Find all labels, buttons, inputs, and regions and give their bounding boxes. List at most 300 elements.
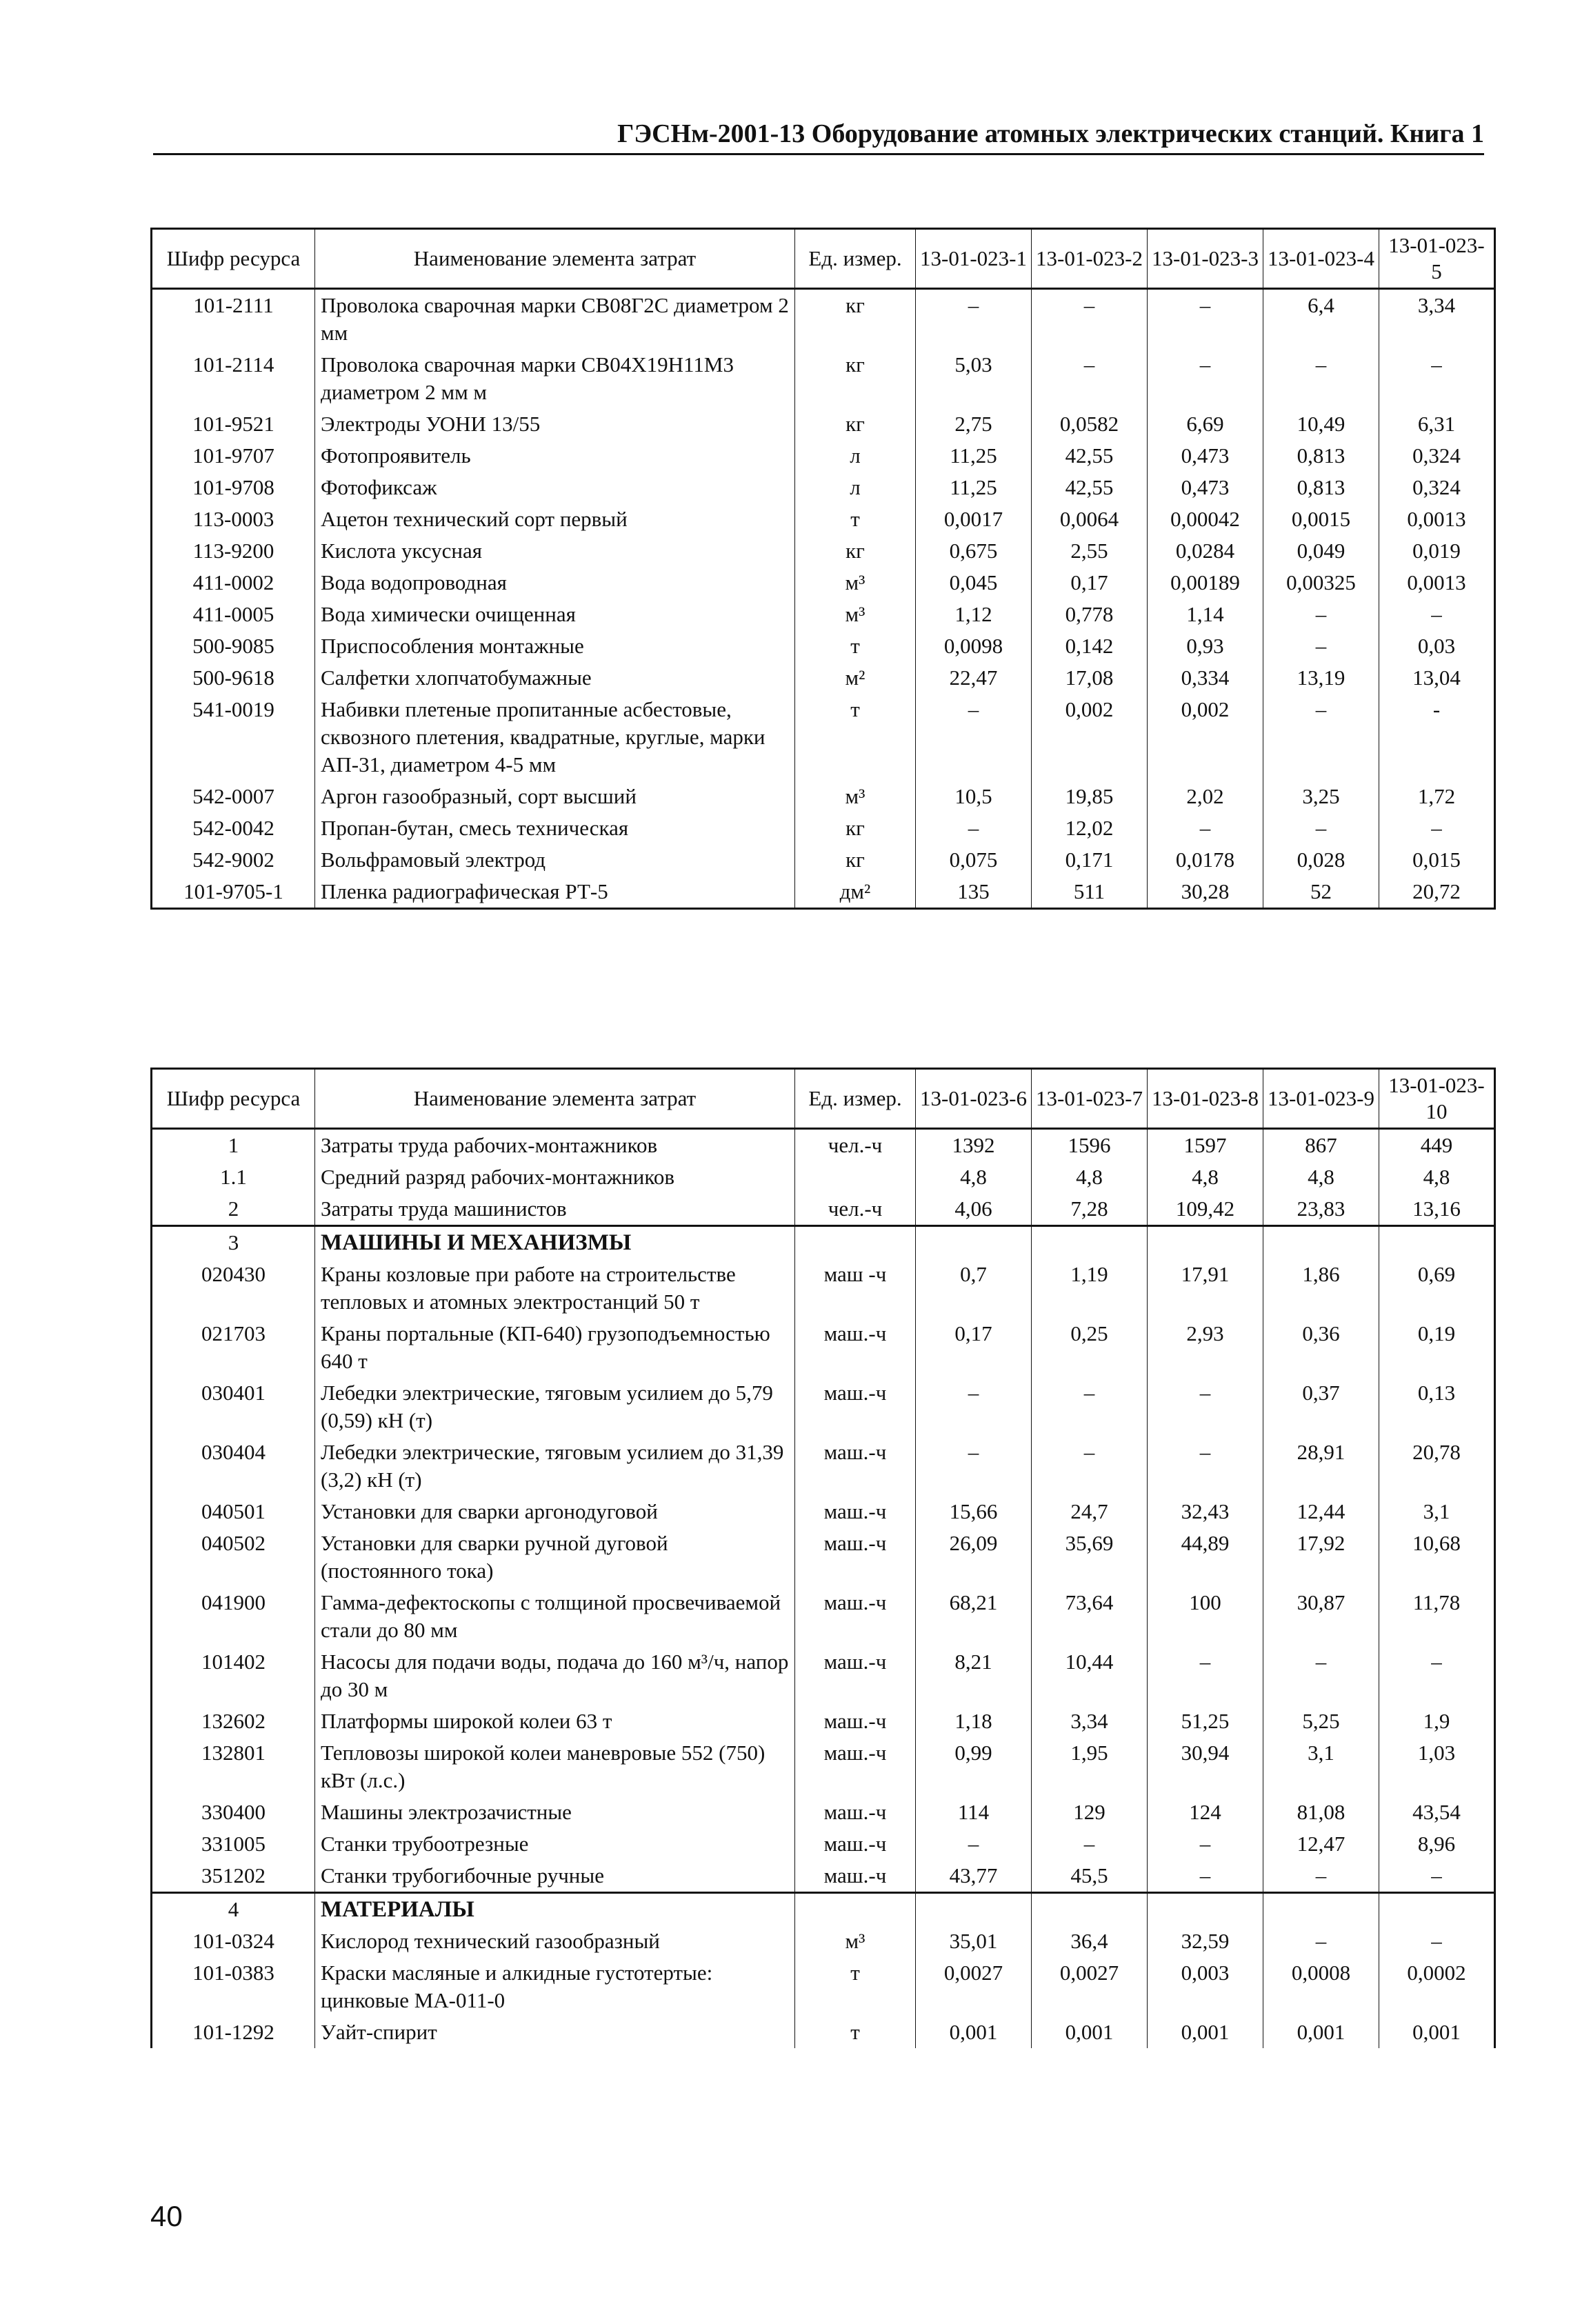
value-cell: 3,1 — [1379, 1496, 1495, 1527]
value-cell: – — [1032, 289, 1148, 350]
resource-code: 020430 — [152, 1259, 315, 1318]
table-row — [152, 1828, 1495, 1860]
resource-code: 541-0019 — [152, 694, 315, 781]
resource-code: 132801 — [152, 1737, 315, 1796]
resource-code: 030404 — [152, 1436, 315, 1496]
value-cell: 2,02 — [1148, 781, 1263, 812]
value-cell: 45,5 — [1032, 1860, 1148, 1893]
unit: маш -ч — [795, 1259, 916, 1318]
value-cell: 124 — [1148, 1796, 1263, 1828]
value-cell: 44,89 — [1148, 1527, 1263, 1587]
table-row — [152, 1527, 1495, 1587]
resource-code: 040502 — [152, 1527, 315, 1587]
element-name: Платформы широкой колеи 63 т — [315, 1705, 795, 1737]
table-row — [152, 1129, 1495, 1162]
resource-code: 113-9200 — [152, 535, 315, 567]
unit: т — [795, 503, 916, 535]
value-cell: 73,64 — [1032, 1587, 1148, 1646]
element-name: Затраты труда машинистов — [315, 1193, 795, 1226]
table-row — [152, 1377, 1495, 1436]
element-name: Фотопроявитель — [315, 440, 795, 472]
unit: м³ — [795, 781, 916, 812]
unit: кг — [795, 812, 916, 844]
resource-code: 113-0003 — [152, 503, 315, 535]
resource-code: 2 — [152, 1193, 315, 1226]
value-cell: 0,001 — [916, 2016, 1032, 2048]
table-row — [152, 630, 1495, 662]
value-cell: 0,0002 — [1379, 1957, 1495, 2016]
element-name: Ацетон технический сорт первый — [315, 503, 795, 535]
value-cell: 0,0013 — [1379, 503, 1495, 535]
table-row — [152, 844, 1495, 876]
unit: маш.-ч — [795, 1377, 916, 1436]
unit: маш.-ч — [795, 1646, 916, 1705]
element-name: МАШИНЫ И МЕХАНИЗМЫ — [315, 1226, 795, 1259]
value-cell: – — [916, 289, 1032, 350]
value-cell: 135 — [916, 876, 1032, 909]
element-name: Вода химически очищенная — [315, 599, 795, 630]
value-cell: 0,813 — [1263, 440, 1379, 472]
table-row — [152, 1705, 1495, 1737]
value-cell: – — [1379, 599, 1495, 630]
value-cell: 0,778 — [1032, 599, 1148, 630]
value-cell: 30,94 — [1148, 1737, 1263, 1796]
unit: м³ — [795, 1925, 916, 1957]
value-cell: 0,002 — [1032, 694, 1148, 781]
value-cell: 1,03 — [1379, 1737, 1495, 1796]
resource-code: 040501 — [152, 1496, 315, 1527]
table-header-row — [152, 229, 1495, 289]
value-cell: 3,34 — [1032, 1705, 1148, 1737]
element-name: Затраты труда рабочих-монтажников — [315, 1129, 795, 1162]
element-name: Проволока сварочная марки СВ04Х19Н11М3 диаметром 2 мм м — [315, 349, 795, 408]
value-cell: 0,19 — [1379, 1318, 1495, 1377]
unit: маш.-ч — [795, 1318, 916, 1377]
unit: т — [795, 694, 916, 781]
value-cell: 0,0017 — [916, 503, 1032, 535]
unit — [795, 1893, 916, 1926]
value-cell: 2,93 — [1148, 1318, 1263, 1377]
value-cell: 0,001 — [1263, 2016, 1379, 2048]
table-row — [152, 781, 1495, 812]
value-cell: – — [1032, 1436, 1148, 1496]
value-cell: 32,59 — [1148, 1925, 1263, 1957]
column-header: Шифр ресурса — [152, 1069, 315, 1129]
column-header: Наименование элемента затрат — [315, 229, 795, 289]
resource-code: 331005 — [152, 1828, 315, 1860]
column-header: 13-01-023-5 — [1379, 229, 1495, 289]
element-name: МАТЕРИАЛЫ — [315, 1893, 795, 1926]
value-cell: 81,08 — [1263, 1796, 1379, 1828]
value-cell: – — [916, 1377, 1032, 1436]
resource-code: 500-9618 — [152, 662, 315, 694]
table-row — [152, 349, 1495, 408]
value-cell: 4,8 — [1032, 1161, 1148, 1193]
value-cell: 3,1 — [1263, 1737, 1379, 1796]
value-cell: 0,0284 — [1148, 535, 1263, 567]
value-cell: 0,075 — [916, 844, 1032, 876]
resource-code: 021703 — [152, 1318, 315, 1377]
value-cell: 10,49 — [1263, 408, 1379, 440]
value-cell: 109,42 — [1148, 1193, 1263, 1226]
value-cell: – — [1148, 812, 1263, 844]
value-cell: 0,00189 — [1148, 567, 1263, 599]
value-cell: 17,91 — [1148, 1259, 1263, 1318]
element-name: Краны портальные (КП-640) грузоподъемностью 640 т — [315, 1318, 795, 1377]
value-cell: – — [1263, 1925, 1379, 1957]
page-number: 40 — [150, 2200, 183, 2232]
unit: кг — [795, 844, 916, 876]
value-cell: 0,324 — [1379, 472, 1495, 503]
value-cell: 11,25 — [916, 472, 1032, 503]
value-cell: 0,003 — [1148, 1957, 1263, 2016]
resource-code: 3 — [152, 1226, 315, 1259]
value-cell: 0,019 — [1379, 535, 1495, 567]
value-cell: 3,25 — [1263, 781, 1379, 812]
value-cell: 32,43 — [1148, 1496, 1263, 1527]
unit: дм² — [795, 876, 916, 909]
unit: маш.-ч — [795, 1436, 916, 1496]
value-cell: – — [1148, 1377, 1263, 1436]
value-cell: 15,66 — [916, 1496, 1032, 1527]
value-cell: 4,8 — [1263, 1161, 1379, 1193]
value-cell: 0,028 — [1263, 844, 1379, 876]
resource-code: 542-0007 — [152, 781, 315, 812]
value-cell: 35,69 — [1032, 1527, 1148, 1587]
unit: м³ — [795, 599, 916, 630]
value-cell — [1379, 1893, 1495, 1926]
unit — [795, 1226, 916, 1259]
value-cell: 24,7 — [1032, 1496, 1148, 1527]
value-cell: 4,8 — [1379, 1161, 1495, 1193]
column-header: 13-01-023-3 — [1148, 229, 1263, 289]
value-cell: – — [1263, 812, 1379, 844]
table-row — [152, 876, 1495, 909]
value-cell: 1596 — [1032, 1129, 1148, 1162]
table-row — [152, 2016, 1495, 2048]
element-name: Лебедки электрические, тяговым усилием до 5,79 (0,59) кН (т) — [315, 1377, 795, 1436]
value-cell: – — [1148, 1646, 1263, 1705]
value-cell: 30,28 — [1148, 876, 1263, 909]
unit: маш.-ч — [795, 1737, 916, 1796]
value-cell: 51,25 — [1148, 1705, 1263, 1737]
table-row — [152, 1957, 1495, 2016]
value-cell: 0,37 — [1263, 1377, 1379, 1436]
value-cell: 0,001 — [1032, 2016, 1148, 2048]
table-row — [152, 472, 1495, 503]
column-header: 13-01-023-4 — [1263, 229, 1379, 289]
value-cell: 0,0064 — [1032, 503, 1148, 535]
table-row — [152, 440, 1495, 472]
value-cell: – — [1379, 812, 1495, 844]
value-cell: – — [1379, 349, 1495, 408]
table-row — [152, 1893, 1495, 1926]
value-cell: 0,473 — [1148, 472, 1263, 503]
resource-code: 411-0002 — [152, 567, 315, 599]
value-cell: 1,14 — [1148, 599, 1263, 630]
value-cell: – — [1032, 349, 1148, 408]
value-cell: 0,324 — [1379, 440, 1495, 472]
element-name: Машины электрозачистные — [315, 1796, 795, 1828]
page-header — [153, 116, 1484, 155]
element-name: Насосы для подачи воды, подача до 160 м³/ч, напор до 30 м — [315, 1646, 795, 1705]
value-cell — [1263, 1893, 1379, 1926]
table-row — [152, 535, 1495, 567]
element-name: Тепловозы широкой колеи маневровые 552 (750) кВт (л.с.) — [315, 1737, 795, 1796]
column-header: Ед. измер. — [795, 229, 916, 289]
value-cell: 11,25 — [916, 440, 1032, 472]
element-name: Электроды УОНИ 13/55 — [315, 408, 795, 440]
value-cell: 17,08 — [1032, 662, 1148, 694]
unit: м² — [795, 662, 916, 694]
value-cell: 0,049 — [1263, 535, 1379, 567]
value-cell: – — [1148, 1436, 1263, 1496]
value-cell: 13,19 — [1263, 662, 1379, 694]
value-cell: 0,7 — [916, 1259, 1032, 1318]
unit: кг — [795, 289, 916, 350]
resource-code: 101-2111 — [152, 289, 315, 350]
value-cell: 1,12 — [916, 599, 1032, 630]
value-cell: 1,9 — [1379, 1705, 1495, 1737]
element-name: Краски масляные и алкидные густотертые: цинковые МА-011-0 — [315, 1957, 795, 2016]
table-header-row — [152, 1069, 1495, 1129]
value-cell: 12,02 — [1032, 812, 1148, 844]
unit — [795, 1161, 916, 1193]
value-cell: 11,78 — [1379, 1587, 1495, 1646]
resource-code: 101-9705-1 — [152, 876, 315, 909]
value-cell — [1148, 1893, 1263, 1926]
value-cell: 30,87 — [1263, 1587, 1379, 1646]
resource-code: 4 — [152, 1893, 315, 1926]
value-cell: 1,95 — [1032, 1737, 1148, 1796]
value-cell: 0,03 — [1379, 630, 1495, 662]
value-cell: 129 — [1032, 1796, 1148, 1828]
value-cell: 10,68 — [1379, 1527, 1495, 1587]
column-header: Шифр ресурса — [152, 229, 315, 289]
resource-code: 330400 — [152, 1796, 315, 1828]
value-cell — [916, 1226, 1032, 1259]
unit: т — [795, 2016, 916, 2048]
value-cell: – — [1032, 1828, 1148, 1860]
resource-code: 041900 — [152, 1587, 315, 1646]
value-cell — [1263, 1226, 1379, 1259]
value-cell: 0,17 — [1032, 567, 1148, 599]
value-cell — [1032, 1226, 1148, 1259]
resource-code: 101-9707 — [152, 440, 315, 472]
value-cell: 0,0178 — [1148, 844, 1263, 876]
value-cell: 0,813 — [1263, 472, 1379, 503]
value-cell: 35,01 — [916, 1925, 1032, 1957]
element-name: Приспособления монтажные — [315, 630, 795, 662]
unit: л — [795, 472, 916, 503]
value-cell: – — [916, 1436, 1032, 1496]
value-cell: 22,47 — [916, 662, 1032, 694]
value-cell: – — [916, 812, 1032, 844]
unit: т — [795, 1957, 916, 2016]
value-cell: 2,55 — [1032, 535, 1148, 567]
table-row — [152, 1587, 1495, 1646]
value-cell: 0,17 — [916, 1318, 1032, 1377]
value-cell: 0,002 — [1148, 694, 1263, 781]
value-cell: 12,47 — [1263, 1828, 1379, 1860]
value-cell — [1379, 1226, 1495, 1259]
resource-code: 101-0383 — [152, 1957, 315, 2016]
element-name: Пленка радиографическая РТ-5 — [315, 876, 795, 909]
value-cell: 5,03 — [916, 349, 1032, 408]
element-name: Гамма-дефектоскопы с толщиной просвечиваемой стали до 80 мм — [315, 1587, 795, 1646]
value-cell: 17,92 — [1263, 1527, 1379, 1587]
value-cell: 12,44 — [1263, 1496, 1379, 1527]
resource-code: 030401 — [152, 1377, 315, 1436]
value-cell: 0,69 — [1379, 1259, 1495, 1318]
value-cell: 1597 — [1148, 1129, 1263, 1162]
table-row — [152, 567, 1495, 599]
value-cell: 0,0013 — [1379, 567, 1495, 599]
element-name: Набивки плетеные пропитанные асбестовые, сквозного плетения, квадратные, круглые, марки АП-31, диаметром 4-5 мм — [315, 694, 795, 781]
value-cell: 26,09 — [916, 1527, 1032, 1587]
value-cell: 20,78 — [1379, 1436, 1495, 1496]
value-cell: 42,55 — [1032, 440, 1148, 472]
column-header: 13-01-023-9 — [1263, 1069, 1379, 1129]
table-row — [152, 503, 1495, 535]
value-cell: 1,18 — [916, 1705, 1032, 1737]
column-header: Наименование элемента затрат — [315, 1069, 795, 1129]
value-cell: 2,75 — [916, 408, 1032, 440]
value-cell: 0,045 — [916, 567, 1032, 599]
value-cell: 8,21 — [916, 1646, 1032, 1705]
value-cell: – — [1263, 1860, 1379, 1893]
table-row — [152, 1193, 1495, 1226]
unit: маш.-ч — [795, 1527, 916, 1587]
table-row — [152, 1161, 1495, 1193]
value-cell: – — [1379, 1925, 1495, 1957]
value-cell: – — [1032, 1377, 1148, 1436]
table-row — [152, 1796, 1495, 1828]
value-cell: 42,55 — [1032, 472, 1148, 503]
value-cell: 0,13 — [1379, 1377, 1495, 1436]
column-header: Ед. измер. — [795, 1069, 916, 1129]
unit: кг — [795, 535, 916, 567]
value-cell: 114 — [916, 1796, 1032, 1828]
table-row — [152, 1860, 1495, 1893]
value-cell: – — [1263, 694, 1379, 781]
value-cell: 6,69 — [1148, 408, 1263, 440]
value-cell: 10,5 — [916, 781, 1032, 812]
table-row — [152, 408, 1495, 440]
value-cell: 43,54 — [1379, 1796, 1495, 1828]
resource-code: 101-0324 — [152, 1925, 315, 1957]
element-name: Лебедки электрические, тяговым усилием до 31,39 (3,2) кН (т) — [315, 1436, 795, 1496]
element-name: Салфетки хлопчатобумажные — [315, 662, 795, 694]
value-cell: 3,34 — [1379, 289, 1495, 350]
table-row — [152, 1737, 1495, 1796]
value-cell: 0,93 — [1148, 630, 1263, 662]
value-cell: – — [1263, 1646, 1379, 1705]
column-header: 13-01-023-2 — [1032, 229, 1148, 289]
value-cell: 8,96 — [1379, 1828, 1495, 1860]
value-cell: – — [1263, 349, 1379, 408]
element-name: Краны козловые при работе на строительстве тепловых и атомных электростанций 50 т — [315, 1259, 795, 1318]
value-cell: 1,72 — [1379, 781, 1495, 812]
value-cell: 0,171 — [1032, 844, 1148, 876]
column-header: 13-01-023-1 — [916, 229, 1032, 289]
unit: чел.-ч — [795, 1193, 916, 1226]
value-cell: 0,0015 — [1263, 503, 1379, 535]
column-header: 13-01-023-6 — [916, 1069, 1032, 1129]
value-cell: 0,015 — [1379, 844, 1495, 876]
value-cell: 6,31 — [1379, 408, 1495, 440]
value-cell: 0,001 — [1379, 2016, 1495, 2048]
value-cell: 23,83 — [1263, 1193, 1379, 1226]
value-cell: 10,44 — [1032, 1646, 1148, 1705]
resource-table-2 — [150, 1068, 1496, 2048]
table-row — [152, 662, 1495, 694]
resource-code: 542-0042 — [152, 812, 315, 844]
element-name: Средний разряд рабочих-монтажников — [315, 1161, 795, 1193]
unit: л — [795, 440, 916, 472]
value-cell: 52 — [1263, 876, 1379, 909]
value-cell: 20,72 — [1379, 876, 1495, 909]
table-row — [152, 1496, 1495, 1527]
value-cell: – — [1148, 1860, 1263, 1893]
value-cell: 0,0582 — [1032, 408, 1148, 440]
resource-code: 542-9002 — [152, 844, 315, 876]
value-cell: - — [1379, 694, 1495, 781]
unit: м³ — [795, 567, 916, 599]
value-cell: 4,8 — [916, 1161, 1032, 1193]
value-cell: 6,4 — [1263, 289, 1379, 350]
resource-code: 500-9085 — [152, 630, 315, 662]
value-cell: 0,0027 — [1032, 1957, 1148, 2016]
resource-code: 101-1292 — [152, 2016, 315, 2048]
value-cell: 7,28 — [1032, 1193, 1148, 1226]
value-cell: 28,91 — [1263, 1436, 1379, 1496]
table-row — [152, 289, 1495, 350]
value-cell: 0,00042 — [1148, 503, 1263, 535]
element-name: Кислород технический газообразный — [315, 1925, 795, 1957]
value-cell: 100 — [1148, 1587, 1263, 1646]
value-cell: – — [916, 1828, 1032, 1860]
value-cell: 68,21 — [916, 1587, 1032, 1646]
resource-table-1 — [150, 228, 1496, 910]
value-cell: 13,16 — [1379, 1193, 1495, 1226]
unit: маш.-ч — [795, 1828, 916, 1860]
resource-code: 351202 — [152, 1860, 315, 1893]
value-cell: 0,142 — [1032, 630, 1148, 662]
value-cell: 0,675 — [916, 535, 1032, 567]
resource-code: 101-9521 — [152, 408, 315, 440]
value-cell: 1,19 — [1032, 1259, 1148, 1318]
element-name: Установки для сварки аргонодуговой — [315, 1496, 795, 1527]
unit: маш.-ч — [795, 1796, 916, 1828]
element-name: Станки трубогибочные ручные — [315, 1860, 795, 1893]
resource-code: 1 — [152, 1129, 315, 1162]
value-cell: 0,25 — [1032, 1318, 1148, 1377]
value-cell: 0,334 — [1148, 662, 1263, 694]
unit: чел.-ч — [795, 1129, 916, 1162]
value-cell: 19,85 — [1032, 781, 1148, 812]
resource-code: 101-2114 — [152, 349, 315, 408]
resource-code: 101402 — [152, 1646, 315, 1705]
value-cell: 36,4 — [1032, 1925, 1148, 1957]
value-cell: – — [1263, 630, 1379, 662]
value-cell: – — [1148, 289, 1263, 350]
resource-code: 101-9708 — [152, 472, 315, 503]
value-cell: 0,99 — [916, 1737, 1032, 1796]
element-name: Вольфрамовый электрод — [315, 844, 795, 876]
element-name: Фотофиксаж — [315, 472, 795, 503]
element-name: Аргон газообразный, сорт высший — [315, 781, 795, 812]
